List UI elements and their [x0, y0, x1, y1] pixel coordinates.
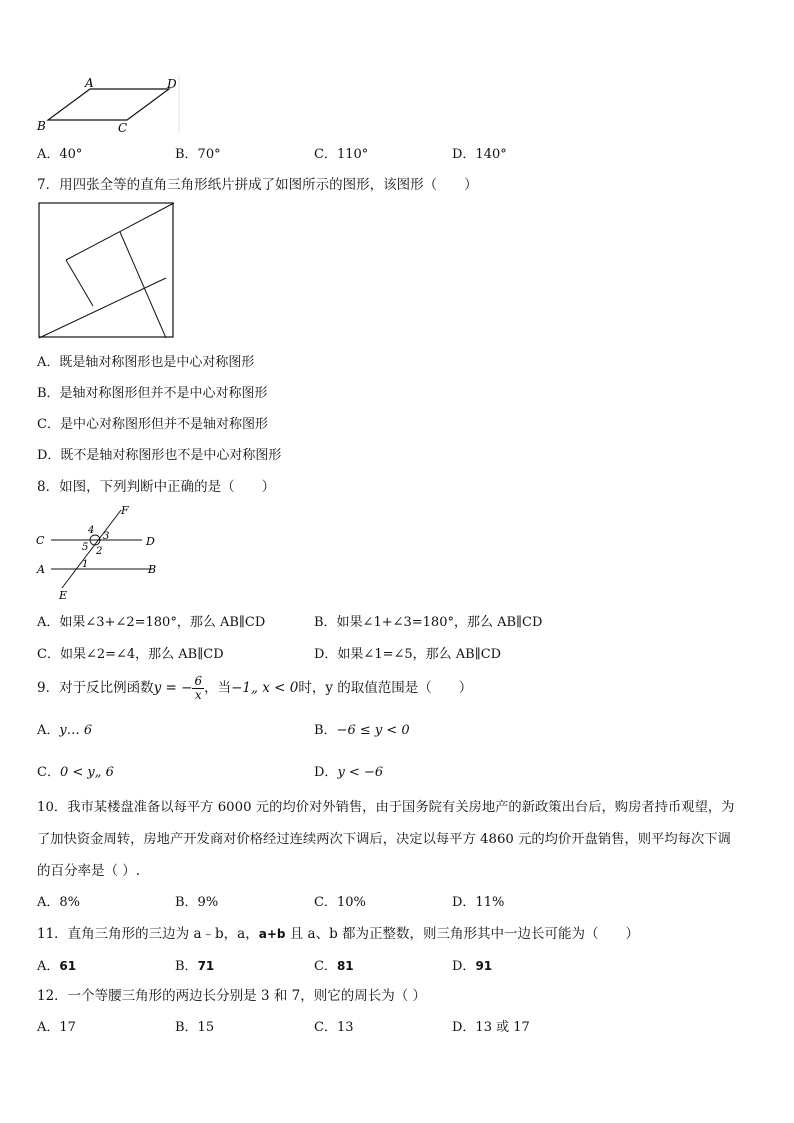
q9-option-c-letter: C．	[37, 765, 60, 780]
label-E: E	[59, 589, 68, 602]
q7-stem: 7．用四张全等的直角三角形纸片拼成了如图所示的图形，该图形（ ）	[37, 177, 478, 193]
q10-option-c: C．10%	[314, 895, 366, 910]
angle-label-3: 3	[103, 531, 110, 542]
q11-stem-post: 且 a、b 都为正整数，则三角形其中一边长可能为（ ）	[285, 926, 640, 942]
q9-option-b	[314, 724, 410, 737]
q10-line-2: 了加快资金周转，房地产开发商对价格经过连续两次下调后，决定以每平方 4860 元的均价开盘销售，则平均每次下调	[37, 832, 731, 847]
angle-label-5: 5	[82, 542, 89, 553]
angle-label-1: 1	[82, 559, 89, 570]
q9-stem-mid: ，当	[204, 680, 232, 696]
q6-option-d: D．140°	[452, 147, 507, 162]
q9-frac-den: x	[194, 688, 202, 702]
q9-option-c	[37, 766, 114, 779]
q9-option-a-letter: A．	[37, 723, 60, 738]
q10-option-b: B．9%	[175, 895, 219, 910]
label-A: A	[85, 76, 94, 90]
q10-option-d: D．11%	[452, 895, 505, 910]
q8-option-c: C．如果∠2=∠4，那么 AB∥CD	[37, 647, 224, 662]
label-D: D	[167, 77, 177, 91]
q6-option-a: A．40°	[37, 147, 83, 162]
label-B: B	[37, 119, 46, 133]
q12-option-a: A．17	[37, 1020, 76, 1035]
q11-option-d-letter: D．	[452, 959, 476, 974]
q8-option-d: D．如果∠1=∠5，那么 AB∥CD	[314, 647, 502, 662]
q11-option-c	[314, 960, 354, 973]
q9-option-c-expr: 0 < y„ 6	[59, 765, 114, 780]
label-B: B	[148, 563, 157, 576]
q11-option-b	[175, 960, 214, 973]
parallelogram-figure	[34, 74, 184, 136]
q10-option-a: A．8%	[37, 895, 81, 910]
q11-option-b-letter: B．	[175, 959, 198, 974]
q9-option-a-expr: y… 6	[59, 723, 93, 738]
q9-stem-post: 时，y 的取值范围是（ ）	[298, 680, 473, 696]
q8-option-a: A．如果∠3+∠2=180°，那么 AB∥CD	[37, 615, 266, 630]
q12-option-c: C．13	[314, 1020, 354, 1035]
q10-line-1: 10．我市某楼盘准备以每平方 6000 元的均价对外销售，由于国务院有关房地产的新政策出台后，购房者持币观望，为	[37, 800, 735, 815]
pinwheel-square-figure	[38, 202, 176, 340]
q6-option-c: C．110°	[314, 147, 369, 162]
label-C: C	[36, 534, 45, 547]
q9-stem-pre: 9．对于反比例函数	[37, 680, 154, 696]
q11-option-a-value: 61	[59, 959, 77, 973]
q12-option-b: B．15	[175, 1020, 215, 1035]
q8-stem: 8．如图，下列判断中正确的是（ ）	[37, 479, 276, 495]
q9-option-d-expr: y < −6	[337, 765, 384, 780]
q9-option-b-expr: −6 ≤ y < 0	[336, 723, 410, 738]
q11-option-c-letter: C．	[314, 959, 337, 974]
q7-option-c: C．是中心对称图形但并不是轴对称图形	[37, 417, 268, 432]
label-F: F	[121, 504, 129, 517]
q9-stem	[37, 673, 472, 703]
q10-line-3: 的百分率是（ ）.	[37, 863, 141, 879]
q12-stem: 12．一个等腰三角形的两边长分别是 3 和 7，则它的周长为（ ）	[37, 988, 427, 1004]
q9-option-d	[314, 766, 383, 779]
q7-option-a: A．既是轴对称图形也是中心对称图形	[37, 355, 255, 370]
q9-frac-num: 6	[194, 674, 203, 689]
parallel-lines-transversal-figure	[34, 502, 164, 602]
label-C: C	[118, 121, 128, 135]
q9-option-b-letter: B．	[314, 723, 337, 738]
q9-func-lhs: y = −	[153, 680, 193, 696]
q11-stem	[37, 928, 639, 942]
q11-stem-pre: 11．直角三角形的三边为 a﹣b，a，	[37, 926, 259, 942]
label-D: D	[146, 535, 155, 548]
q6-option-b: B．70°	[175, 147, 221, 162]
q8-option-b: B．如果∠1+∠3=180°，那么 AB∥CD	[314, 615, 543, 630]
q11-option-b-value: 71	[197, 959, 215, 973]
q11-stem-bold: a+b	[258, 927, 286, 941]
q9-option-d-letter: D．	[314, 765, 338, 780]
angle-label-2: 2	[96, 546, 103, 557]
angle-label-4: 4	[88, 525, 95, 536]
q9-condition: −1„ x < 0	[231, 680, 299, 696]
q11-option-a-letter: A．	[37, 959, 60, 974]
q7-option-b: B．是轴对称图形但并不是中心对称图形	[37, 386, 268, 401]
q11-option-d-value: 91	[475, 959, 493, 973]
label-A: A	[37, 563, 45, 576]
q9-fraction	[192, 675, 204, 701]
q9-option-a	[37, 724, 92, 737]
q11-option-d	[452, 960, 492, 973]
q7-option-d: D．既不是轴对称图形也不是中心对称图形	[37, 448, 282, 463]
q11-option-a	[37, 960, 76, 973]
q12-option-d: D．13 或 17	[452, 1020, 530, 1035]
q11-option-c-value: 81	[336, 959, 354, 973]
